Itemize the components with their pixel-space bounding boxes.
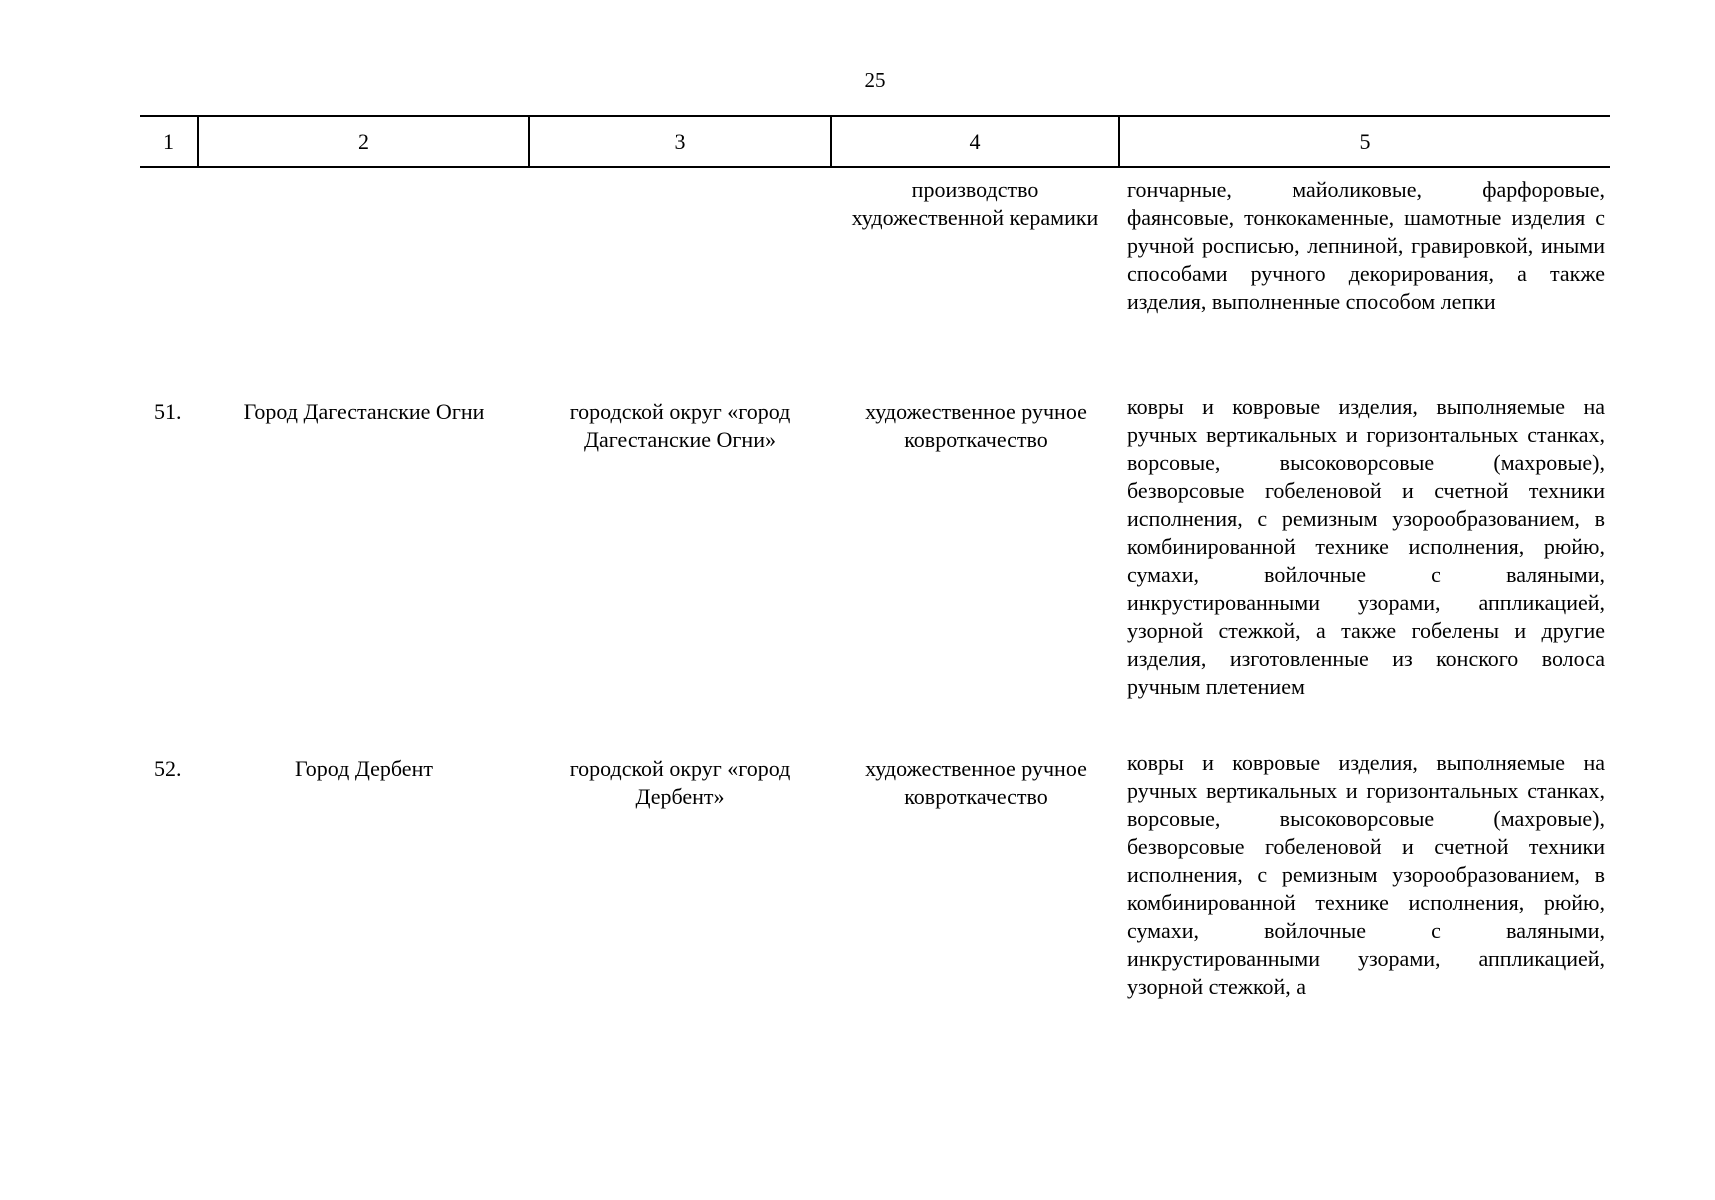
municipality-cell: городской округ «город Дербент»	[569, 756, 791, 809]
header-col-5: 5	[1359, 129, 1371, 154]
header-col-2: 2	[358, 129, 369, 154]
craft-cell: художественное ручное ковроткачество	[865, 399, 1087, 452]
row-number-cell: 52.	[154, 756, 182, 781]
products-cell: гончарные, майоликовые, фарфоровые, фаянсовые, тонкокаменные, шамотные изделия с ручной росписью, лепниной, гравировкой, иными способами ручного декорирования, а также изделия, выполненные способом лепки	[1127, 177, 1605, 314]
header-col-1: 1	[163, 129, 174, 154]
table-header-row	[140, 115, 1610, 169]
craft-cell: художественное ручное ковроткачество	[865, 756, 1087, 809]
header-col-4: 4	[969, 129, 981, 154]
header-col-3: 3	[674, 129, 686, 154]
row-number-cell: 51.	[154, 399, 182, 424]
place-cell: Город Дагестанские Огни	[243, 399, 485, 424]
municipality-cell: городской округ «город Дагестанские Огни»	[569, 399, 791, 452]
products-cell: ковры и ковровые изделия, выполняемые на ручных вертикальных и горизонтальных станках, ворсовые, высоковорсовые (махровые), безворсовые гобеленовой и счетной техники исполнения, с ремизным узорообразованием, в комбинированной технике исполнения, рюйю, сумахи, войлочные с валяными, инкрустированными узорами, аппликацией, узорной стежкой, а также гобелены и другие изделия, изготовленные из конского волоса ручным плетением	[1127, 394, 1605, 699]
products-cell: ковры и ковровые изделия, выполняемые на ручных вертикальных и горизонтальных станках, ворсовые, высоковорсовые (махровые), безворсовые гобеленовой и счетной техники исполнения, с ремизным узорообразованием, в комбинированной технике исполнения, рюйю, сумахи, войлочные с валяными, инкрустированными узорами, аппликацией, узорной стежкой, а	[1127, 750, 1605, 999]
craft-cell: производство художественной керамики	[851, 177, 1099, 230]
page-number: 25	[864, 68, 886, 92]
place-cell: Город Дербент	[295, 756, 433, 781]
